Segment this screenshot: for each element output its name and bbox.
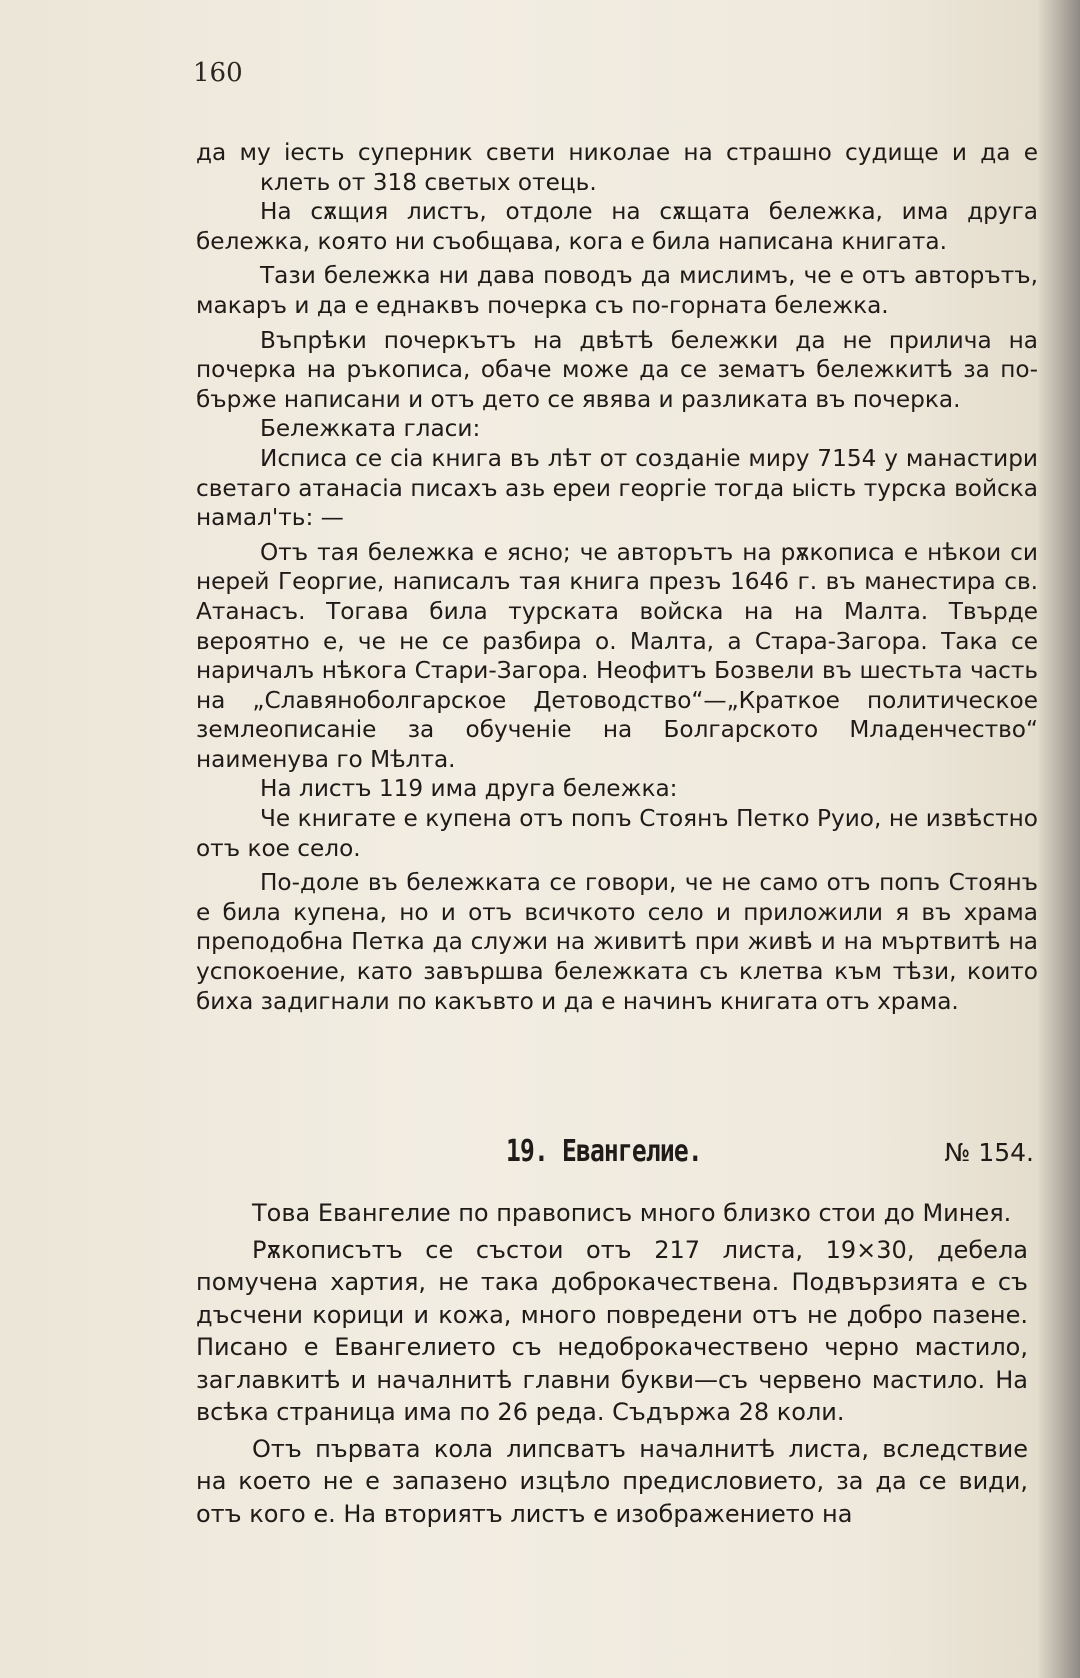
paragraph: Отъ тая бележка е ясно; че авторътъ на рѫкописа е нѣкои си нерей Георгие, написалъ тая книга презъ 1646 г. въ манестира св. Атанасъ. Тогава била турската войска на на Малта. Твърде вероятно е, че не се разбира о. Малта, а Стара-Загора. Така се наричалъ нѣкога Стари-Загора. Неофитъ Бозвели въ шестьта часть на „Славяноболгарское Детоводство“—„Краткое политическое землеописаніе за обученіе на Болгарското Младенчество“ наименува го Мѣлта. (196, 538, 1038, 773)
section-heading (196, 1134, 1034, 1182)
paragraph: Това Евангелие по правописъ много близко стои до Минея. (252, 1199, 1012, 1227)
paragraph: Исписа се сіа книга въ лѣт от созданіе миру 7154 у манастири светаго атанасіа писахъ азь ереи георгіе тогда ыість турска войска намал'ть: — (196, 444, 1038, 532)
paragraph: Рѫкописътъ се състои отъ 217 листа, 19×30, дебела помучена хартия, не така доброкачествена. Подвързията е съ дъсчени корици и кожа, много повредени отъ не добро пазене. Писано е Евангелието съ недоброкачествено черно мастило, заглавкитѣ и началнитѣ главни букви—съ червено мастило. На всѣка страница има по 26 реда. Съдържа 28 коли. (196, 1235, 1028, 1426)
paragraph: По-доле въ бележката се говори, че не само отъ попъ Стоянъ е била купена, но и отъ всичкото село и приложили я въ храма преподобна Петка да служи на живитѣ при живѣ и на мъртвитѣ на успокоение, като завършва бележката съ клетва към тѣзи, които биха задигнали по какъвто и да е начинъ книгата отъ храма. (196, 869, 1038, 1015)
paragraph: На листъ 119 има друга бележка: (260, 775, 678, 803)
paragraph: Че книгате е купена отъ попъ Стоянъ Петко Руио, не извѣстно отъ кое село. (196, 805, 1038, 862)
paragraph: Бележката гласи: (260, 415, 481, 443)
paragraph: Тази бележка ни дава поводъ да мислимъ, че е отъ авторътъ, макаръ и да е еднаквъ почерка съ по-горната бележка. (196, 262, 1038, 319)
body-text-bottom (196, 1197, 1028, 1530)
paragraph: На сѫщия листъ, отдоле на сѫщата бележка, има друга бележка, която ни съобщава, кога е била написана книгата. (196, 198, 1038, 255)
section-title: 19. Евангелие. (506, 1134, 702, 1169)
body-text-top (196, 138, 1038, 1016)
paragraph: Отъ първата кола липсватъ началнитѣ листа, вследствие на което не е запазено изцѣло предисловието, за да се види, отъ кого е. На вториятъ листъ е изображението на (196, 1434, 1028, 1528)
paragraph: да му іесть суперник свети николае на страшно судище и да е клеть от 318 светых отець. (196, 139, 1038, 196)
manuscript-number: № 154. (944, 1138, 1034, 1167)
page-number: 160 (193, 58, 243, 88)
paragraph: Въпрѣки почеркътъ на двѣтѣ бележки да не прилича на почерка на ръкописа, обаче може да се зематъ бележкитѣ за по-бърже написани и отъ дето се явява и разликата въ почерка. (196, 326, 1038, 413)
